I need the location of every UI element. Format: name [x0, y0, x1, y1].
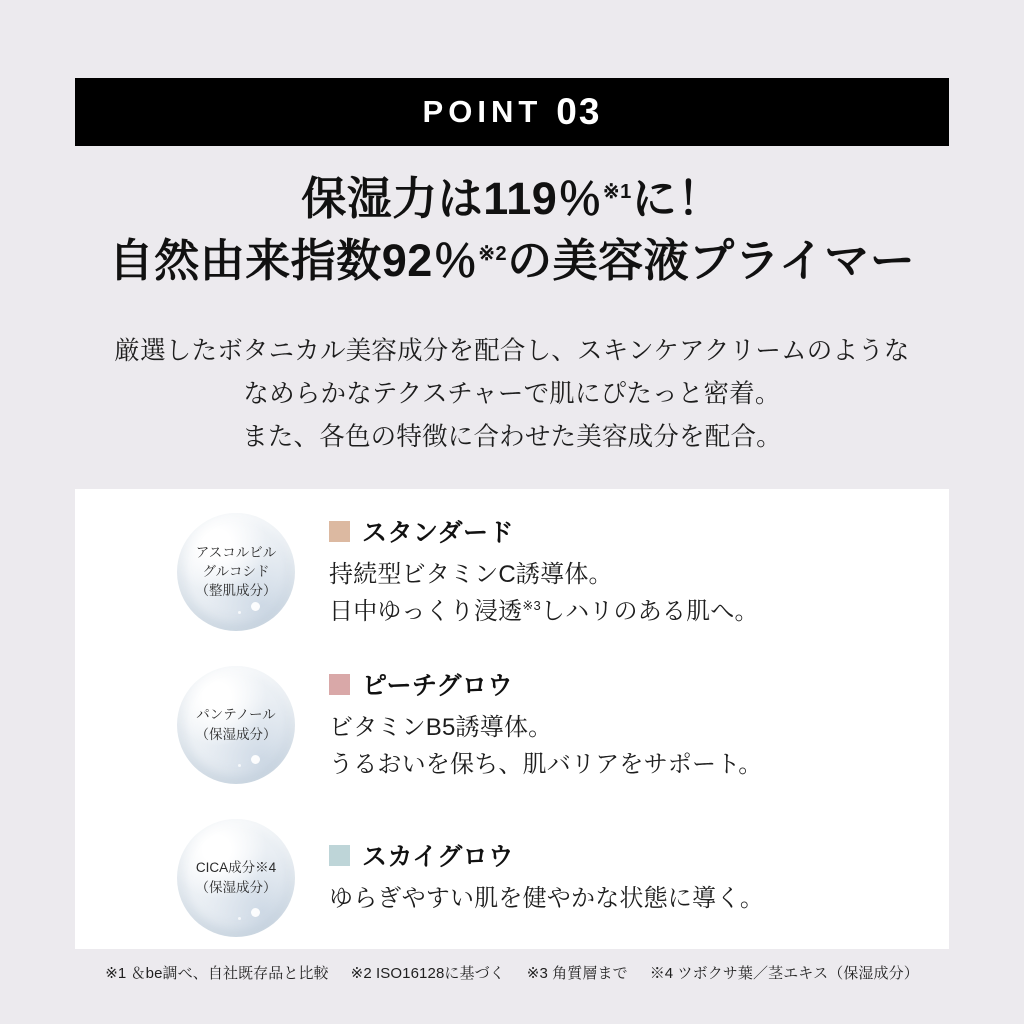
ingredient-title-row — [329, 513, 949, 549]
headline-line-1 — [0, 168, 1024, 230]
desc-text-a: 日中ゆっくり浸透 — [329, 597, 523, 625]
headline-line-2-text-b: の美容液プライマー — [507, 235, 916, 287]
ingredient-bubble-icon — [177, 513, 295, 631]
ingredients-card — [75, 489, 949, 949]
ingredient-description-line — [329, 710, 949, 746]
desc-text-a: うるおいを保ち、肌バリアをサポート。 — [329, 750, 763, 778]
ingredient-bubble-icon — [177, 819, 295, 937]
headline-line-2-text-a: 自然由来指数92％ — [108, 235, 479, 287]
bubble-line: （保湿成分） — [195, 879, 277, 895]
list-item — [75, 495, 949, 648]
ingredient-text — [329, 837, 949, 917]
ingredient-title-row — [329, 666, 949, 702]
footnote-item: ※4 ツボクサ葉／茎エキス（保湿成分） — [649, 965, 919, 982]
ingredient-title: スカイグロウ — [362, 843, 514, 872]
ingredient-title: スタンダード — [362, 519, 515, 548]
color-swatch — [329, 674, 350, 695]
point-banner — [75, 78, 949, 146]
footnotes — [0, 962, 1024, 983]
ingredient-title: ピーチグロウ — [362, 672, 514, 701]
bubble-line: CICA成分※4 — [195, 860, 277, 876]
list-item — [75, 648, 949, 801]
list-item — [75, 801, 949, 954]
bubble-line: アスコルビル — [195, 544, 277, 560]
desc-text-a: 持続型ビタミンC誘導体。 — [329, 561, 613, 589]
ingredient-bubble-icon — [177, 666, 295, 784]
desc-footnote-mark: ※3 — [522, 597, 541, 613]
lead-line: なめらかなテクスチャーで肌にぴたっと密着。 — [243, 379, 781, 408]
headline-line-1-footnote-mark: ※1 — [602, 181, 632, 203]
ingredient-description-line — [329, 881, 949, 917]
ingredient-title-row — [329, 837, 949, 873]
page-title — [0, 168, 1024, 292]
lead-line: 厳選したボタニカル美容成分を配合し、スキンケアクリームのような — [114, 337, 910, 365]
headline-line-2-footnote-mark: ※2 — [478, 243, 508, 266]
lead-paragraph — [0, 330, 1024, 458]
ingredient-description-line — [329, 557, 949, 593]
ingredient-description-line — [329, 594, 949, 630]
headline-line-1-text-a: 保湿力は119％ — [301, 173, 603, 224]
color-swatch — [329, 521, 350, 542]
lead-line: また、各色の特徴に合わせた美容成分を配合。 — [242, 422, 782, 451]
banner-label: POINT — [422, 94, 543, 129]
bubble-line: グルコシド — [202, 563, 270, 579]
bubble-line: パンテノール — [196, 707, 276, 723]
banner-number: 03 — [556, 91, 602, 132]
headline-line-1-text-b: に！ — [631, 173, 723, 224]
bubble-line: （整肌成分） — [195, 583, 277, 599]
desc-text-b: しハリのある肌へ。 — [540, 597, 759, 625]
ingredient-text — [329, 513, 949, 630]
ingredient-description-line — [329, 747, 949, 783]
color-swatch — [329, 845, 350, 866]
headline-line-2 — [0, 230, 1024, 292]
desc-text-a: ビタミンB5誘導体。 — [329, 714, 553, 742]
footnote-item: ※2 ISO16128に基づく — [350, 965, 505, 982]
ingredient-text — [329, 666, 949, 783]
desc-text-a: ゆらぎやすい肌を健やかな状態に導く。 — [329, 885, 765, 913]
footnote-item: ※3 角質層まで — [526, 965, 628, 982]
bubble-line: （保湿成分） — [195, 726, 277, 742]
footnote-item: ※1 ＆be調べ、自社既存品と比較 — [105, 965, 329, 982]
